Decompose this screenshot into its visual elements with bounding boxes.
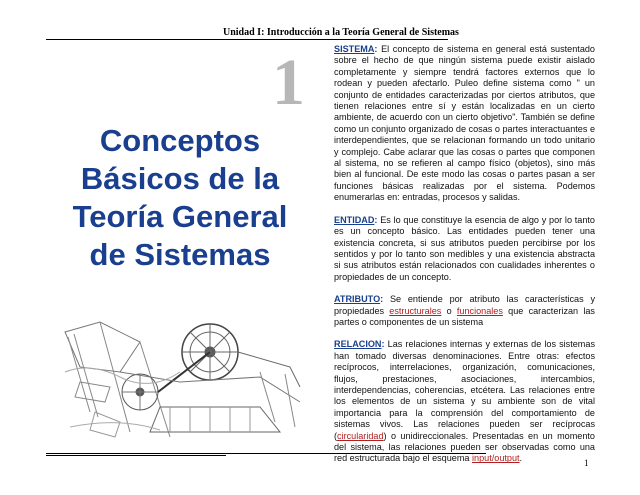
atributo-text-c: que caracterizan las partes o componentes de un sistema	[334, 305, 595, 327]
paragraph-atributo	[334, 294, 595, 328]
paragraph-entidad	[334, 215, 595, 283]
chapter-title-line-2: Básicos de la	[80, 161, 280, 196]
chapter-title-line-4: de Sistemas	[89, 237, 271, 272]
link-funcionales[interactable]: funcionales	[456, 305, 503, 316]
atributo-text-a: Se entiende por atributo las características y propiedades	[334, 294, 595, 316]
header-rule-left	[46, 39, 223, 40]
link-input-output[interactable]: input/output	[472, 453, 520, 464]
term-colon: :	[380, 294, 384, 305]
term-colon: :	[374, 44, 378, 54]
term-atributo: ATRIBUTO	[334, 294, 381, 305]
relacion-text-b: ) o unidireccionales. Presentadas en un momento del sistema, las relaciones pueden ser observadas como una red estructurada bajo el esquema	[334, 430, 595, 464]
chapter-title-line-1: Conceptos	[99, 123, 261, 158]
link-estructurales[interactable]: estructurales	[389, 305, 442, 316]
paragraph-sistema	[334, 44, 595, 204]
chapter-title	[50, 122, 310, 274]
term-entidad: ENTIDAD	[334, 214, 375, 225]
footer-rule	[46, 453, 486, 454]
relacion-text-a: Las relaciones internas y externas de los sistemas han tomado diversas denominaciones. Entre otras: efectos recíprocos, interrelaciones, organización, comunicaciones, flujos, prestaciones, asociaciones, intercambios, interdependencias, coherencias, etcétera. Las relaciones entre los elementos de un sistema y su ambiente son de vital importancia para la comprensión del comportamiento de sistemas vivos. Las relaciones pueden ser recíprocas (	[334, 339, 595, 441]
sistema-text: El concepto de sistema en general está sustentado sobre el hecho de que ningún sistema puede existir aislado completamente y siempre tendrá factores externos que lo rodean y pueden afectarlo. Puleo define sistema como " un conjunto de entidades caracterizadas por ciertos atributos, que tienen relaciones entre sí y están localizadas en un cierto ambiente, de acuerdo con un cierto objetivo". También se define como un conjunto organizado de cosas o partes interactuantes e interdependientes, que se relacionan formando un todo unitario y complejo. Cabe aclarar que las cosas o partes que componen al sistema, no se refieren al campo físico (objetos), sino más bien al funcional. De este modo las cosas o partes pasan a ser funciones básicas realizadas por el sistema. Podemos enumerarlas en: entradas, procesos y salidas.	[334, 44, 595, 203]
running-header: Unidad I: Introducción a la Teoría General de Sistemas	[223, 27, 459, 38]
term-sistema: SISTEMA	[334, 44, 375, 54]
atributo-text-b: o	[441, 305, 457, 316]
footer-rule-thick	[46, 455, 226, 456]
chapter-number: 1	[272, 46, 305, 119]
machinery-sketch-illustration	[60, 312, 310, 442]
header-rule-right	[223, 39, 448, 40]
page-number: 1	[584, 458, 589, 468]
relacion-text-c: .	[519, 453, 523, 464]
paragraph-relacion	[334, 339, 595, 464]
entidad-text: Es lo que constituye la esencia de algo y por lo tanto es un concepto básico. Las entidades pueden tener una existencia concreta, si sus atributos pueden percibirse por los sentidos y por lo tanto son medibles y una existencia abstracta si sus atributos están relacionados con cualidades inherentes o propiedades de un concepto.	[334, 214, 595, 282]
link-circularidad[interactable]: circularidad	[337, 430, 384, 441]
term-relacion: RELACION	[334, 339, 382, 350]
term-colon: :	[374, 214, 378, 225]
term-colon: :	[381, 339, 385, 350]
text-column	[334, 44, 595, 476]
chapter-title-line-3: Teoría General	[72, 199, 288, 234]
